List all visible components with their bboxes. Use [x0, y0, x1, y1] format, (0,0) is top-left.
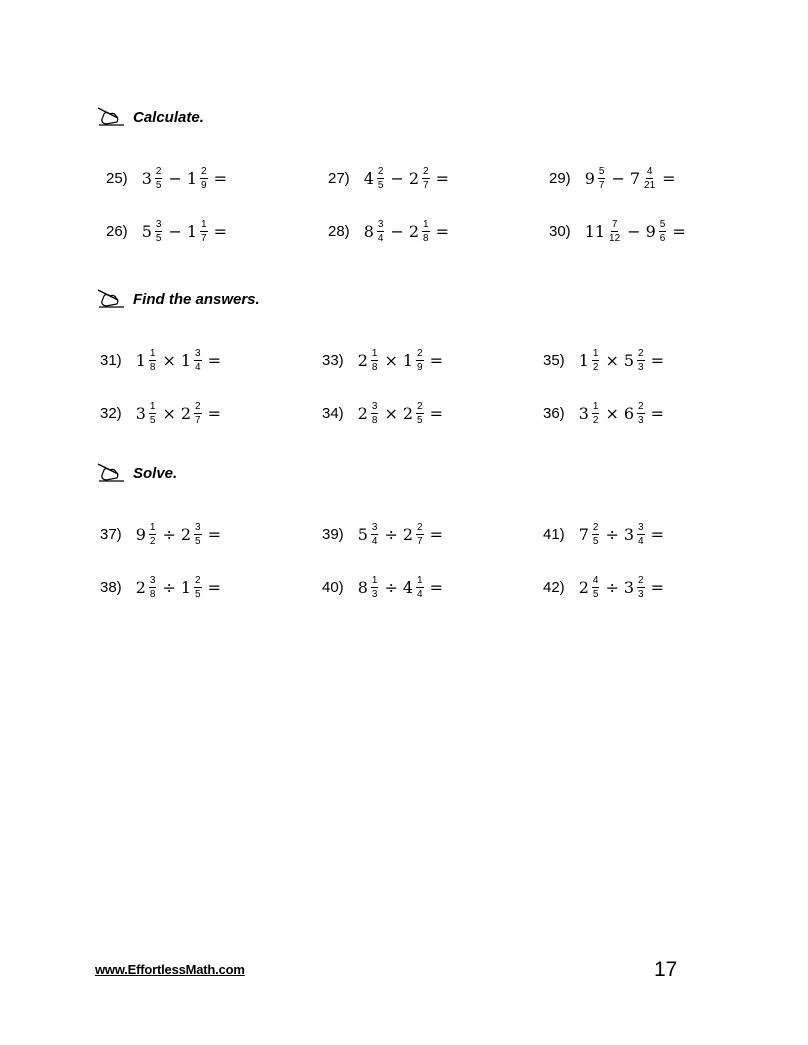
- whole-part: 1: [186, 221, 198, 241]
- denominator: 8: [371, 414, 378, 426]
- denominator: 8: [149, 588, 156, 600]
- denominator: 4: [417, 588, 423, 600]
- denominator: 9: [417, 361, 423, 373]
- numerator: 2: [377, 165, 384, 177]
- numerator: 2: [417, 347, 423, 359]
- mixed-number-a: [579, 522, 601, 547]
- denominator: 7: [195, 414, 201, 426]
- whole-part: 9: [584, 168, 595, 188]
- equals-sign: =: [213, 221, 227, 241]
- whole-part: 2: [578, 577, 589, 597]
- mixed-number-b: [403, 575, 425, 600]
- denominator: 7: [417, 535, 423, 547]
- equals-sign: =: [213, 168, 227, 188]
- problem-item: [322, 517, 443, 551]
- denominator: 5: [377, 179, 384, 191]
- problem-number: 34): [322, 404, 344, 422]
- whole-part: 5: [141, 221, 152, 241]
- operator: ÷: [384, 577, 398, 597]
- mixed-number-b: [624, 401, 646, 426]
- operator: −: [168, 221, 182, 241]
- numerator: 5: [598, 165, 605, 177]
- whole-part: 1: [402, 350, 414, 370]
- fraction: [592, 575, 600, 600]
- mixed-number-a: [364, 166, 386, 191]
- whole-part: 1: [180, 577, 192, 597]
- mixed-number-b: [187, 219, 209, 244]
- section-heading-find-answers: [96, 288, 260, 310]
- denominator: 7: [598, 179, 605, 191]
- numerator: 2: [195, 400, 201, 412]
- fraction: [416, 401, 424, 426]
- problem-number: 25): [106, 169, 128, 187]
- operator: ×: [384, 403, 398, 423]
- denominator: 4: [638, 535, 644, 547]
- denominator: 4: [377, 232, 384, 244]
- fraction: [637, 575, 645, 600]
- whole-part: 2: [357, 403, 368, 423]
- mixed-number-a: [358, 575, 380, 600]
- fraction: [194, 575, 202, 600]
- mixed-number-a: [585, 166, 607, 191]
- fraction: [377, 219, 385, 244]
- problem-item: [106, 161, 227, 195]
- whole-part: 7: [578, 524, 589, 544]
- fraction: [200, 166, 208, 191]
- whole-part: 1: [135, 350, 146, 370]
- problem-item: [543, 517, 664, 551]
- numerator: 4: [646, 165, 653, 177]
- operator: ÷: [384, 524, 398, 544]
- section-heading-solve: [96, 462, 177, 484]
- operator: ÷: [162, 577, 176, 597]
- numerator: 2: [155, 165, 162, 177]
- fraction: [194, 401, 202, 426]
- fraction: [598, 166, 606, 191]
- mixed-number-a: [358, 522, 380, 547]
- whole-part: 1: [186, 168, 198, 188]
- fraction: [155, 219, 163, 244]
- fraction: [371, 348, 379, 373]
- equals-sign: =: [429, 350, 443, 370]
- denominator: 2: [149, 535, 156, 547]
- fraction: [422, 166, 430, 191]
- numerator: 2: [423, 165, 429, 177]
- problem-item: [100, 517, 221, 551]
- operator: ×: [384, 350, 398, 370]
- problem-number: 30): [549, 222, 571, 240]
- numerator: 1: [149, 521, 156, 533]
- numerator: 7: [611, 218, 618, 230]
- mixed-number-a: [142, 219, 164, 244]
- fraction: [637, 348, 645, 373]
- whole-part: 2: [180, 524, 192, 544]
- numerator: 1: [417, 574, 423, 586]
- whole-part: 3: [623, 524, 635, 544]
- fraction: [643, 166, 656, 191]
- numerator: 2: [195, 574, 201, 586]
- whole-part: 8: [357, 577, 368, 597]
- pencil-writing-icon: [96, 462, 126, 484]
- numerator: 3: [195, 347, 201, 359]
- denominator: 5: [149, 414, 156, 426]
- fraction: [592, 522, 600, 547]
- mixed-number-a: [358, 348, 380, 373]
- fraction: [149, 522, 157, 547]
- problem-number: 33): [322, 351, 344, 369]
- fraction: [637, 522, 645, 547]
- fraction: [371, 401, 379, 426]
- mixed-number-a: [136, 401, 158, 426]
- problem-item: [322, 570, 443, 604]
- equals-sign: =: [650, 350, 664, 370]
- whole-part: 6: [623, 403, 635, 423]
- denominator: 5: [592, 535, 599, 547]
- fraction: [149, 348, 157, 373]
- denominator: 4: [195, 361, 201, 373]
- denominator: 12: [609, 232, 621, 244]
- numerator: 1: [201, 218, 207, 230]
- problem-item: [543, 343, 664, 377]
- numerator: 1: [592, 347, 599, 359]
- whole-part: 9: [135, 524, 146, 544]
- whole-part: 8: [363, 221, 374, 241]
- whole-part: 9: [645, 221, 656, 241]
- equals-sign: =: [435, 221, 449, 241]
- fraction: [659, 219, 667, 244]
- equals-sign: =: [207, 350, 221, 370]
- whole-part: 3: [135, 403, 146, 423]
- problem-number: 27): [328, 169, 350, 187]
- mixed-number-b: [181, 401, 203, 426]
- denominator: 8: [371, 361, 378, 373]
- mixed-number-b: [409, 166, 431, 191]
- denominator: 3: [638, 588, 644, 600]
- whole-part: 1: [180, 350, 192, 370]
- numerator: 3: [149, 574, 156, 586]
- numerator: 2: [638, 400, 644, 412]
- denominator: 2: [592, 414, 599, 426]
- whole-part: 2: [408, 221, 420, 241]
- problem-number: 38): [100, 578, 122, 596]
- mixed-number-b: [403, 348, 425, 373]
- numerator: 1: [149, 347, 156, 359]
- whole-part: 5: [623, 350, 635, 370]
- operator: ÷: [162, 524, 176, 544]
- denominator: 3: [638, 361, 644, 373]
- mixed-number-b: [409, 219, 431, 244]
- mixed-number-b: [403, 401, 425, 426]
- numerator: 3: [638, 521, 644, 533]
- operator: −: [627, 221, 641, 241]
- problem-item: [106, 214, 227, 248]
- mixed-number-a: [579, 575, 601, 600]
- problem-number: 29): [549, 169, 571, 187]
- denominator: 3: [371, 588, 378, 600]
- mixed-number-b: [181, 575, 203, 600]
- denominator: 8: [423, 232, 429, 244]
- mixed-number-b: [403, 522, 425, 547]
- operator: ÷: [605, 524, 619, 544]
- fraction: [592, 348, 600, 373]
- problem-number: 36): [543, 404, 565, 422]
- numerator: 4: [592, 574, 599, 586]
- page-number: 17: [654, 958, 678, 981]
- operator: −: [168, 168, 182, 188]
- whole-part: 3: [578, 403, 589, 423]
- denominator: 5: [195, 535, 201, 547]
- operator: −: [390, 221, 404, 241]
- whole-part: 7: [629, 168, 641, 188]
- numerator: 2: [417, 400, 423, 412]
- fraction: [416, 575, 424, 600]
- denominator: 5: [417, 414, 423, 426]
- fraction: [416, 348, 424, 373]
- mixed-number-a: [358, 401, 380, 426]
- equals-sign: =: [429, 403, 443, 423]
- whole-part: 2: [357, 350, 368, 370]
- numerator: 1: [371, 574, 378, 586]
- section-heading-calculate: [96, 106, 204, 128]
- operator: ×: [605, 403, 619, 423]
- numerator: 2: [201, 165, 207, 177]
- fraction: [194, 522, 202, 547]
- equals-sign: =: [429, 524, 443, 544]
- operator: ×: [162, 403, 176, 423]
- fraction: [422, 219, 430, 244]
- problem-item: [100, 396, 221, 430]
- equals-sign: =: [672, 221, 686, 241]
- fraction: [149, 575, 157, 600]
- whole-part: 4: [402, 577, 414, 597]
- mixed-number-a: [142, 166, 164, 191]
- whole-part: 2: [402, 524, 414, 544]
- whole-part: 2: [135, 577, 146, 597]
- mixed-number-a: [364, 219, 386, 244]
- problem-number: 41): [543, 525, 565, 543]
- denominator: 7: [423, 179, 429, 191]
- numerator: 5: [659, 218, 666, 230]
- problem-item: [543, 570, 664, 604]
- problem-number: 26): [106, 222, 128, 240]
- mixed-number-b: [646, 219, 668, 244]
- mixed-number-b: [624, 348, 646, 373]
- problem-item: [549, 161, 676, 195]
- fraction: [637, 401, 645, 426]
- mixed-number-a: [136, 575, 158, 600]
- numerator: 2: [638, 574, 644, 586]
- section-title: Calculate.: [133, 108, 204, 126]
- problem-item: [322, 396, 443, 430]
- denominator: 2: [592, 361, 599, 373]
- equals-sign: =: [435, 168, 449, 188]
- whole-part: 3: [141, 168, 152, 188]
- whole-part: 2: [180, 403, 192, 423]
- denominator: 8: [149, 361, 156, 373]
- problem-number: 35): [543, 351, 565, 369]
- operator: −: [611, 168, 625, 188]
- section-title: Solve.: [133, 464, 178, 482]
- problem-item: [328, 214, 449, 248]
- numerator: 2: [417, 521, 423, 533]
- fraction: [371, 575, 379, 600]
- equals-sign: =: [207, 577, 221, 597]
- equals-sign: =: [662, 168, 676, 188]
- denominator: 4: [371, 535, 378, 547]
- numerator: 3: [371, 521, 378, 533]
- mixed-number-b: [181, 522, 203, 547]
- operator: ×: [162, 350, 176, 370]
- numerator: 3: [155, 218, 162, 230]
- pencil-writing-icon: [96, 288, 126, 310]
- numerator: 2: [592, 521, 599, 533]
- footer-url[interactable]: www.EffortlessMath.com: [95, 962, 245, 977]
- section-title: Find the answers.: [133, 290, 260, 308]
- operator: −: [390, 168, 404, 188]
- problem-number: 37): [100, 525, 122, 543]
- mixed-number-b: [624, 522, 646, 547]
- denominator: 21: [644, 179, 656, 191]
- equals-sign: =: [650, 577, 664, 597]
- fraction: [416, 522, 424, 547]
- problem-item: [100, 570, 221, 604]
- whole-part: 4: [363, 168, 374, 188]
- equals-sign: =: [429, 577, 443, 597]
- mixed-number-a: [136, 522, 158, 547]
- problem-number: 32): [100, 404, 122, 422]
- problem-item: [543, 396, 664, 430]
- whole-part: 5: [357, 524, 368, 544]
- denominator: 5: [195, 588, 201, 600]
- equals-sign: =: [207, 403, 221, 423]
- mixed-number-b: [624, 575, 646, 600]
- fraction: [200, 219, 208, 244]
- numerator: 3: [371, 400, 378, 412]
- denominator: 3: [638, 414, 644, 426]
- denominator: 5: [155, 232, 162, 244]
- whole-part: 1: [578, 350, 589, 370]
- problem-number: 39): [322, 525, 344, 543]
- problem-item: [328, 161, 449, 195]
- numerator: 1: [149, 400, 156, 412]
- equals-sign: =: [650, 524, 664, 544]
- mixed-number-b: [181, 348, 203, 373]
- problem-number: 28): [328, 222, 350, 240]
- fraction: [377, 166, 385, 191]
- fraction: [608, 219, 621, 244]
- problem-item: [549, 214, 686, 248]
- whole-part: 2: [402, 403, 414, 423]
- fraction: [155, 166, 163, 191]
- fraction: [371, 522, 379, 547]
- operator: ×: [605, 350, 619, 370]
- fraction: [592, 401, 600, 426]
- whole-part: 2: [408, 168, 420, 188]
- problem-number: 42): [543, 578, 565, 596]
- mixed-number-b: [187, 166, 209, 191]
- numerator: 3: [377, 218, 384, 230]
- equals-sign: =: [650, 403, 664, 423]
- mixed-number-b: [630, 166, 657, 191]
- numerator: 1: [423, 218, 429, 230]
- denominator: 6: [659, 232, 666, 244]
- fraction: [194, 348, 202, 373]
- problem-item: [322, 343, 443, 377]
- denominator: 7: [201, 232, 207, 244]
- whole-part: 3: [623, 577, 635, 597]
- equals-sign: =: [207, 524, 221, 544]
- numerator: 2: [638, 347, 644, 359]
- denominator: 9: [201, 179, 207, 191]
- mixed-number-a: [579, 348, 601, 373]
- numerator: 3: [195, 521, 201, 533]
- numerator: 1: [371, 347, 378, 359]
- mixed-number-a: [579, 401, 601, 426]
- denominator: 5: [155, 179, 162, 191]
- denominator: 5: [592, 588, 599, 600]
- fraction: [149, 401, 157, 426]
- whole-part: 11: [584, 221, 606, 241]
- numerator: 1: [592, 400, 599, 412]
- pencil-writing-icon: [96, 106, 126, 128]
- mixed-number-a: [136, 348, 158, 373]
- problem-number: 31): [100, 351, 122, 369]
- problem-number: 40): [322, 578, 344, 596]
- problem-item: [100, 343, 221, 377]
- operator: ÷: [605, 577, 619, 597]
- mixed-number-a: [585, 219, 622, 244]
